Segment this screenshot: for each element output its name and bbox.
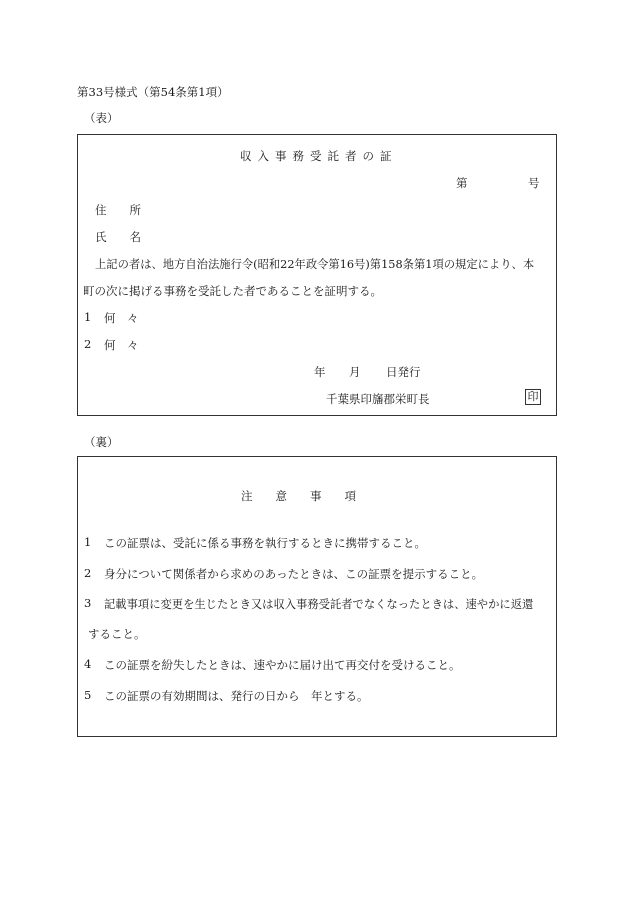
item-1-num: 1 (84, 310, 92, 324)
item-2-text: 何 々 (104, 338, 139, 352)
issuer-title: 千葉県印旛郡栄町長 (326, 392, 430, 406)
form-number: 第33号様式（第54条第1項） (77, 85, 229, 99)
note-2-text: 身分について関係者から求めのあったときは、この証票を提示すること。 (104, 567, 484, 581)
name-label: 氏 名 (95, 230, 141, 244)
number-suffix: 号 (528, 176, 540, 190)
note-3-continuation: すること。 (88, 627, 146, 641)
note-5-text: この証票の有効期間は、発行の日から 年とする。 (104, 689, 369, 703)
note-1-text: この証票は、受託に係る事務を執行するときに携帯すること。 (104, 536, 426, 550)
notice-title: 注 意 事 項 (241, 489, 356, 503)
issue-day: 日発行 (386, 365, 421, 379)
address-label: 住 所 (95, 203, 141, 217)
statement-line-1: 上記の者は、地方自治法施行令(昭和22年政令第16号)第158条第1項の規定により、本 (95, 258, 535, 271)
item-2-num: 2 (84, 337, 92, 351)
item-1-text: 何 々 (104, 311, 139, 325)
front-label: （表） (84, 111, 119, 125)
issue-month: 月 (349, 365, 361, 379)
note-5-num: 5 (84, 688, 92, 702)
number-prefix: 第 (456, 176, 468, 190)
issue-year: 年 (314, 365, 326, 379)
note-3-num: 3 (84, 596, 92, 610)
back-label: （裏） (84, 435, 119, 449)
note-1-num: 1 (84, 535, 92, 549)
seal-mark: 印 (525, 389, 541, 405)
statement-line-2: 町の次に掲げる事務を受託した者であることを証明する。 (83, 284, 382, 298)
note-3-text: 記載事項に変更を生じたとき又は収入事務受託者でなくなったときは、速やかに返還 (104, 598, 534, 611)
note-4-text: この証票を紛失したときは、速やかに届け出て再交付を受けること。 (104, 658, 461, 672)
note-2-num: 2 (84, 566, 92, 580)
note-4-num: 4 (84, 657, 92, 671)
certificate-title: 収入事務受託者の証 (240, 149, 398, 163)
